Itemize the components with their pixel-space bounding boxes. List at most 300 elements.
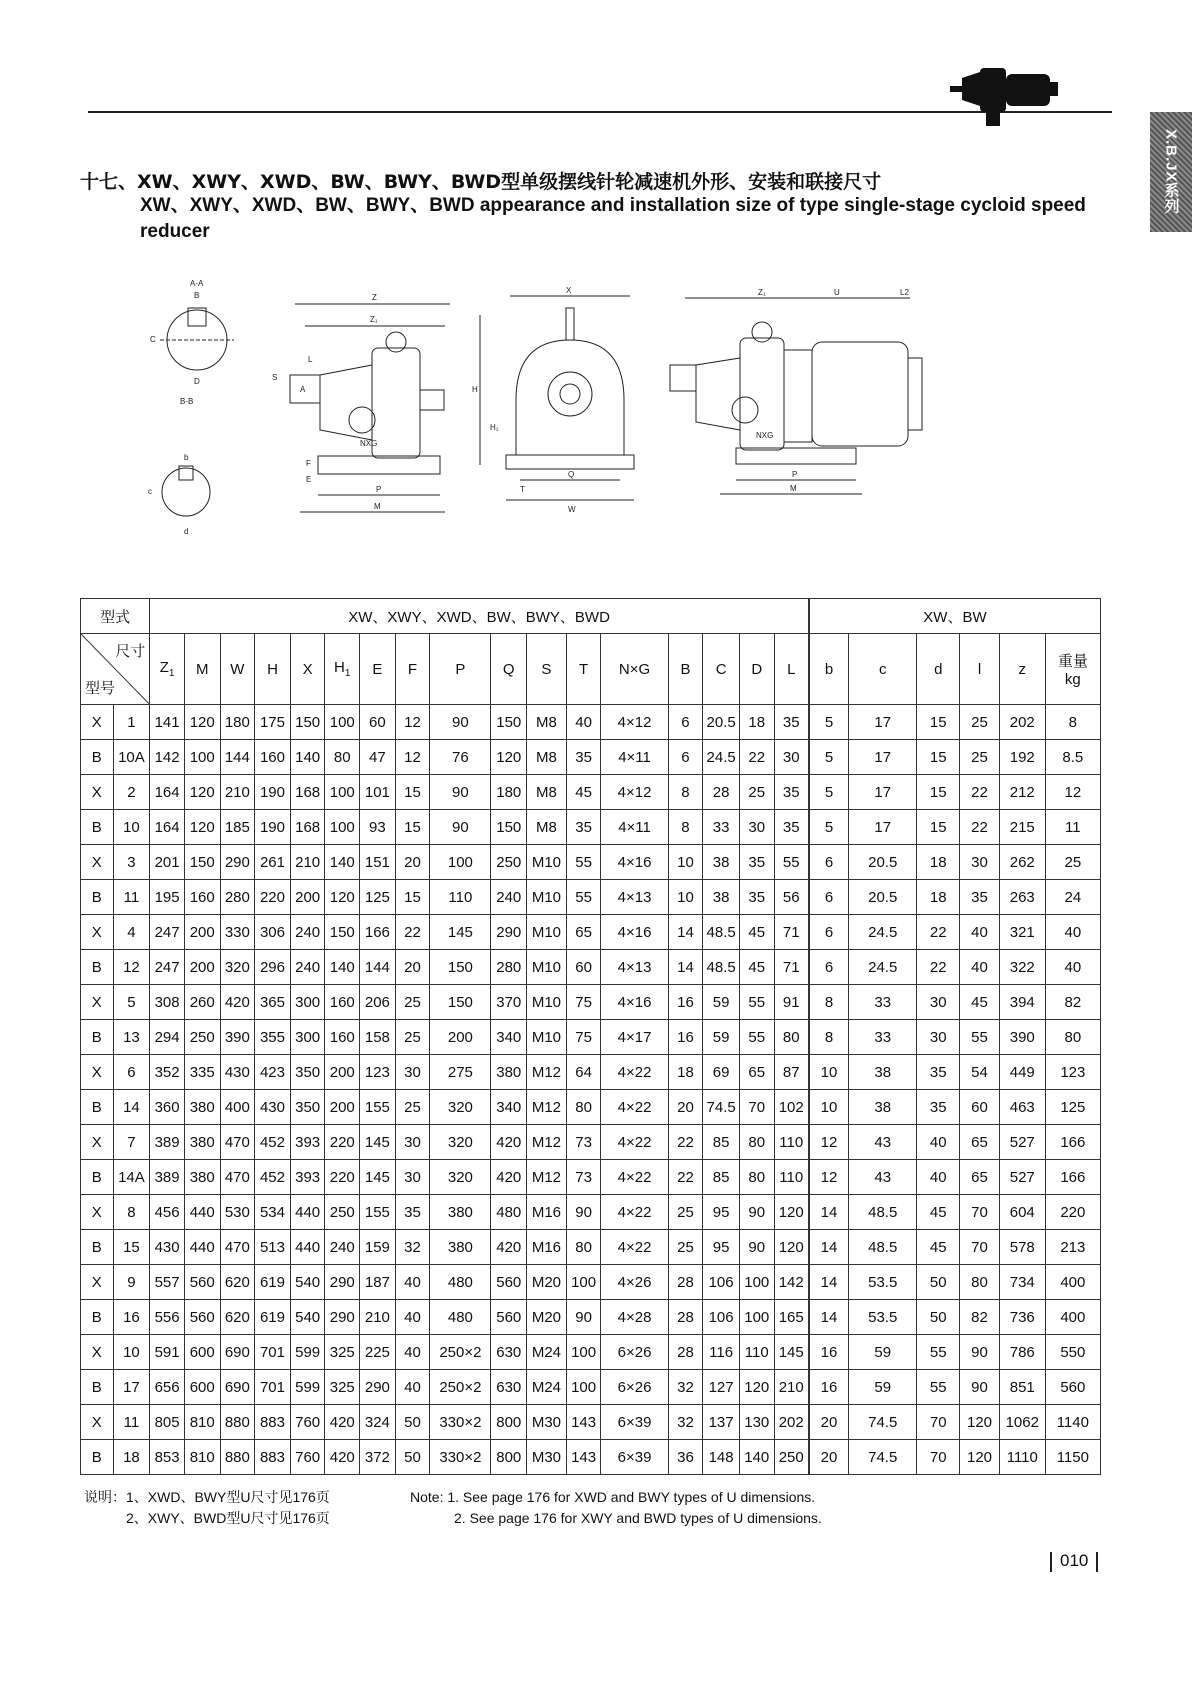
table-row <box>81 1160 1101 1195</box>
table-row <box>81 810 1101 845</box>
table-cell: 55 <box>917 1335 960 1370</box>
table-cell: 100 <box>184 740 220 775</box>
table-cell: 220 <box>325 1160 360 1195</box>
table-cell: 28 <box>668 1265 703 1300</box>
cell-type: X <box>81 1125 114 1160</box>
table-cell: 6×39 <box>601 1440 668 1475</box>
cell-model: 17 <box>113 1370 150 1405</box>
table-cell: 8 <box>668 775 703 810</box>
table-cell: 35 <box>774 775 809 810</box>
cell-model: 1 <box>113 705 150 740</box>
table-cell: 400 <box>1045 1265 1100 1300</box>
table-cell: 11 <box>1045 810 1100 845</box>
table-cell: 325 <box>325 1335 360 1370</box>
table-cell: 202 <box>999 705 1045 740</box>
table-row <box>81 1195 1101 1230</box>
table-cell: 380 <box>184 1160 220 1195</box>
table-cell: 40 <box>395 1265 430 1300</box>
cell-model: 11 <box>113 1405 150 1440</box>
table-cell: 18 <box>917 880 960 915</box>
table-cell: 95 <box>703 1195 740 1230</box>
table-cell: 90 <box>739 1195 774 1230</box>
table-cell: 45 <box>917 1230 960 1265</box>
table-cell: 120 <box>960 1405 1000 1440</box>
table-cell: 100 <box>430 845 491 880</box>
table-cell: 93 <box>360 810 396 845</box>
table-cell: 17 <box>849 810 917 845</box>
table-row <box>81 1265 1101 1300</box>
col-header-x: X <box>290 634 325 705</box>
table-cell: 48.5 <box>849 1195 917 1230</box>
table-cell: M12 <box>527 1090 567 1125</box>
table-cell: 4×17 <box>601 1020 668 1055</box>
table-cell: 578 <box>999 1230 1045 1265</box>
table-cell: 8 <box>809 985 849 1020</box>
table-cell: 151 <box>360 845 396 880</box>
table-cell: 604 <box>999 1195 1045 1230</box>
table-cell: 296 <box>255 950 291 985</box>
cell-model: 10 <box>113 1335 150 1370</box>
table-cell: 15 <box>917 810 960 845</box>
table-cell: 390 <box>220 1020 255 1055</box>
table-cell: 423 <box>255 1055 291 1090</box>
col-header-m: M <box>184 634 220 705</box>
table-cell: 16 <box>668 1020 703 1055</box>
table-cell: 6×39 <box>601 1405 668 1440</box>
cell-type: B <box>81 1230 114 1265</box>
table-cell: 65 <box>960 1160 1000 1195</box>
label-NxG-motor: NXG <box>756 431 774 440</box>
table-cell: M8 <box>527 810 567 845</box>
table-cell: 290 <box>325 1300 360 1335</box>
table-cell: 280 <box>220 880 255 915</box>
label-B: B <box>194 291 200 300</box>
table-cell: 200 <box>184 915 220 950</box>
cell-model: 8 <box>113 1195 150 1230</box>
table-cell: 14 <box>668 950 703 985</box>
table-cell: 25 <box>960 740 1000 775</box>
table-cell: 290 <box>360 1370 396 1405</box>
table-cell: 880 <box>220 1405 255 1440</box>
table-cell: 25 <box>395 1090 430 1125</box>
table-cell: 212 <box>999 775 1045 810</box>
note-en-2: 2. See page 176 for XWY and BWD types of U dimensions. <box>454 1510 822 1526</box>
table-row <box>81 740 1101 775</box>
table-cell: 300 <box>290 985 325 1020</box>
table-cell: 43 <box>849 1125 917 1160</box>
table-cell: 5 <box>809 740 849 775</box>
table-cell: 45 <box>960 985 1000 1020</box>
table-cell: 8 <box>668 810 703 845</box>
table-cell: 143 <box>566 1405 601 1440</box>
table-row <box>81 775 1101 810</box>
table-cell: 560 <box>491 1300 527 1335</box>
reducer-logo-icon <box>950 64 1060 130</box>
table-cell: 355 <box>255 1020 291 1055</box>
table-cell: 166 <box>1045 1125 1100 1160</box>
notes-zh-label: 说明： <box>84 1489 126 1505</box>
table-cell: 380 <box>491 1055 527 1090</box>
table-cell: 440 <box>290 1195 325 1230</box>
table-cell: 320 <box>430 1090 491 1125</box>
table-cell: 164 <box>150 810 185 845</box>
table-cell: 206 <box>360 985 396 1020</box>
table-cell: 35 <box>566 740 601 775</box>
cell-model: 2 <box>113 775 150 810</box>
label-D: D <box>194 377 200 386</box>
table-cell: 35 <box>917 1055 960 1090</box>
cell-model: 5 <box>113 985 150 1020</box>
table-cell: 14 <box>809 1265 849 1300</box>
table-cell: 144 <box>360 950 396 985</box>
table-cell: 701 <box>255 1335 291 1370</box>
table-cell: 48.5 <box>703 915 740 950</box>
table-cell: 120 <box>960 1440 1000 1475</box>
cell-type: X <box>81 1195 114 1230</box>
label-F: F <box>306 459 311 468</box>
table-cell: 35 <box>739 880 774 915</box>
table-cell: 33 <box>849 985 917 1020</box>
table-cell: 350 <box>290 1055 325 1090</box>
table-cell: 48.5 <box>849 1230 917 1265</box>
table-cell: 85 <box>703 1125 740 1160</box>
table-cell: 1110 <box>999 1440 1045 1475</box>
table-cell: 75 <box>566 985 601 1020</box>
table-cell: 527 <box>999 1125 1045 1160</box>
label-T: T <box>520 485 525 494</box>
cell-model: 10 <box>113 810 150 845</box>
note-zh-2: 2、XWY、BWD型U尺寸见176页 <box>126 1510 330 1526</box>
table-cell: 35 <box>774 810 809 845</box>
table-cell: 100 <box>325 775 360 810</box>
label-Z1: Z₁ <box>370 315 378 324</box>
table-cell: M12 <box>527 1160 567 1195</box>
table-cell: 85 <box>703 1160 740 1195</box>
table-cell: 123 <box>1045 1055 1100 1090</box>
table-cell: 240 <box>290 915 325 950</box>
table-cell: 805 <box>150 1405 185 1440</box>
label-P: P <box>376 485 382 494</box>
table-cell: 22 <box>668 1125 703 1160</box>
table-cell: 883 <box>255 1405 291 1440</box>
table-cell: 30 <box>774 740 809 775</box>
table-cell: 430 <box>255 1090 291 1125</box>
table-cell: 59 <box>703 1020 740 1055</box>
table-cell: 308 <box>150 985 185 1020</box>
table-cell: 10 <box>668 880 703 915</box>
table-cell: 12 <box>395 705 430 740</box>
cell-model: 18 <box>113 1440 150 1475</box>
table-row <box>81 845 1101 880</box>
table-cell: 456 <box>150 1195 185 1230</box>
table-cell: 40 <box>1045 950 1100 985</box>
table-cell: 148 <box>703 1440 740 1475</box>
col-header-d-lower: d <box>917 634 960 705</box>
table-cell: 25 <box>1045 845 1100 880</box>
label-U: U <box>834 288 840 297</box>
table-cell: 810 <box>184 1405 220 1440</box>
table-cell: 82 <box>960 1300 1000 1335</box>
cell-type: X <box>81 985 114 1020</box>
table-cell: 4×28 <box>601 1300 668 1335</box>
table-cell: 24.5 <box>849 915 917 950</box>
table-cell: 90 <box>430 705 491 740</box>
table-cell: 20 <box>395 950 430 985</box>
table-cell: 400 <box>220 1090 255 1125</box>
table-cell: 420 <box>491 1125 527 1160</box>
table-cell: 45 <box>566 775 601 810</box>
table-cell: 168 <box>290 810 325 845</box>
table-cell: 389 <box>150 1160 185 1195</box>
table-cell: 420 <box>491 1160 527 1195</box>
table-cell: 69 <box>703 1055 740 1090</box>
table-cell: 25 <box>668 1195 703 1230</box>
table-cell: 250 <box>325 1195 360 1230</box>
col-header-t: T <box>566 634 601 705</box>
table-cell: 480 <box>491 1195 527 1230</box>
table-cell: 70 <box>960 1195 1000 1230</box>
table-cell: 36 <box>668 1440 703 1475</box>
table-cell: M16 <box>527 1230 567 1265</box>
table-cell: 55 <box>917 1370 960 1405</box>
col-header-f: F <box>395 634 430 705</box>
cell-type: B <box>81 950 114 985</box>
table-cell: 220 <box>1045 1195 1100 1230</box>
table-cell: 47 <box>360 740 396 775</box>
cell-type: X <box>81 1265 114 1300</box>
table-cell: 880 <box>220 1440 255 1475</box>
section-side-tab <box>1150 112 1192 232</box>
table-cell: 40 <box>566 705 601 740</box>
label-H1: H₁ <box>490 423 499 432</box>
group-right-header: XW、BW <box>809 599 1101 634</box>
label-Q: Q <box>568 470 575 479</box>
table-cell: 786 <box>999 1335 1045 1370</box>
table-cell: 8 <box>809 1020 849 1055</box>
table-cell: 4×12 <box>601 775 668 810</box>
table-cell: 320 <box>430 1125 491 1160</box>
table-cell: 250×2 <box>430 1370 491 1405</box>
table-cell: 32 <box>668 1405 703 1440</box>
table-cell: 335 <box>184 1055 220 1090</box>
table-cell: 40 <box>960 915 1000 950</box>
table-cell: 30 <box>395 1055 430 1090</box>
table-cell: 120 <box>184 705 220 740</box>
table-cell: 210 <box>774 1370 809 1405</box>
table-cell: 142 <box>150 740 185 775</box>
table-cell: 45 <box>739 950 774 985</box>
table-cell: 853 <box>150 1440 185 1475</box>
table-cell: 557 <box>150 1265 185 1300</box>
table-cell: 6 <box>809 845 849 880</box>
table-cell: 12 <box>395 740 430 775</box>
table-cell: 630 <box>491 1370 527 1405</box>
table-cell: 210 <box>360 1300 396 1335</box>
table-cell: 137 <box>703 1405 740 1440</box>
table-cell: 10 <box>668 845 703 880</box>
table-cell: 560 <box>184 1300 220 1335</box>
table-cell: M12 <box>527 1125 567 1160</box>
col-header-c-upper: C <box>703 634 740 705</box>
table-cell: 60 <box>360 705 396 740</box>
table-cell: 6×26 <box>601 1335 668 1370</box>
table-cell: 6 <box>809 950 849 985</box>
cell-model: 10A <box>113 740 150 775</box>
table-row <box>81 1405 1101 1440</box>
table-cell: 380 <box>184 1125 220 1160</box>
table-cell: 4×13 <box>601 880 668 915</box>
note-zh-1: 1、XWD、BWY型U尺寸见176页 <box>126 1489 330 1505</box>
table-cell: 195 <box>150 880 185 915</box>
table-cell: 80 <box>739 1160 774 1195</box>
table-cell: 200 <box>325 1055 360 1090</box>
label-L2: L2 <box>900 288 909 297</box>
table-cell: 38 <box>849 1090 917 1125</box>
table-cell: 440 <box>184 1230 220 1265</box>
table-cell: 90 <box>430 810 491 845</box>
col-header-e: E <box>360 634 396 705</box>
table-cell: 320 <box>220 950 255 985</box>
table-cell: 120 <box>491 740 527 775</box>
table-cell: 263 <box>999 880 1045 915</box>
table-cell: 28 <box>668 1300 703 1335</box>
table-cell: 210 <box>290 845 325 880</box>
page-number-text: 010 <box>1060 1551 1089 1570</box>
table-cell: 40 <box>395 1300 430 1335</box>
table-cell: 82 <box>1045 985 1100 1020</box>
table-cell: 202 <box>774 1405 809 1440</box>
label-W: W <box>568 505 576 514</box>
table-cell: 22 <box>395 915 430 950</box>
table-cell: 4×11 <box>601 740 668 775</box>
table-cell: 35 <box>566 810 601 845</box>
cell-type: X <box>81 775 114 810</box>
table-cell: 14 <box>809 1300 849 1335</box>
corner-header <box>81 634 150 705</box>
table-cell: 40 <box>1045 915 1100 950</box>
table-cell: 534 <box>255 1195 291 1230</box>
table-cell: 50 <box>917 1265 960 1300</box>
table-cell: M10 <box>527 950 567 985</box>
table-cell: 110 <box>774 1125 809 1160</box>
cell-model: 12 <box>113 950 150 985</box>
col-header-b-upper: B <box>668 634 703 705</box>
table-cell: 144 <box>220 740 255 775</box>
table-cell: 17 <box>849 775 917 810</box>
table-cell: 220 <box>255 880 291 915</box>
cell-type: X <box>81 1335 114 1370</box>
cell-type: B <box>81 1160 114 1195</box>
table-cell: 24 <box>1045 880 1100 915</box>
table-cell: 185 <box>220 810 255 845</box>
table-cell: 247 <box>150 950 185 985</box>
table-cell: 470 <box>220 1125 255 1160</box>
table-cell: 70 <box>960 1230 1000 1265</box>
label-Z: Z <box>372 293 377 302</box>
table-cell: 800 <box>491 1440 527 1475</box>
table-cell: 120 <box>774 1230 809 1265</box>
table-cell: 120 <box>184 810 220 845</box>
cell-type: X <box>81 1055 114 1090</box>
table-cell: 73 <box>566 1125 601 1160</box>
table-cell: 50 <box>395 1440 430 1475</box>
table-cell: 90 <box>566 1195 601 1230</box>
table-cell: 4×13 <box>601 950 668 985</box>
table-cell: 30 <box>960 845 1000 880</box>
table-cell: 619 <box>255 1265 291 1300</box>
note-en-1: Note: 1. See page 176 for XWD and BWY types of U dimensions. <box>410 1489 816 1505</box>
table-cell: 90 <box>960 1335 1000 1370</box>
table-cell: 290 <box>325 1265 360 1300</box>
table-cell: M24 <box>527 1370 567 1405</box>
table-cell: M8 <box>527 705 567 740</box>
table-cell: 220 <box>325 1125 360 1160</box>
table-cell: 22 <box>960 775 1000 810</box>
cell-model: 4 <box>113 915 150 950</box>
table-row <box>81 1090 1101 1125</box>
table-cell: 599 <box>290 1370 325 1405</box>
table-cell: 656 <box>150 1370 185 1405</box>
table-cell: 30 <box>395 1125 430 1160</box>
col-header-nxg: N×G <box>601 634 668 705</box>
table-cell: 320 <box>430 1160 491 1195</box>
table-cell: 100 <box>739 1300 774 1335</box>
col-header-l-upper: L <box>774 634 809 705</box>
table-cell: 290 <box>220 845 255 880</box>
table-cell: 550 <box>1045 1335 1100 1370</box>
table-cell: 168 <box>290 775 325 810</box>
table-cell: 280 <box>491 950 527 985</box>
col-header-z-lower: z <box>999 634 1045 705</box>
table-cell: 140 <box>739 1440 774 1475</box>
table-cell: 760 <box>290 1405 325 1440</box>
table-cell: 20 <box>809 1440 849 1475</box>
table-cell: 110 <box>430 880 491 915</box>
page-number <box>1042 1551 1106 1572</box>
table-cell: 55 <box>566 845 601 880</box>
table-cell: 164 <box>150 775 185 810</box>
cell-type: X <box>81 845 114 880</box>
table-cell: 430 <box>220 1055 255 1090</box>
table-cell: 56 <box>774 880 809 915</box>
table-cell: 14 <box>809 1195 849 1230</box>
table-cell: 4×16 <box>601 915 668 950</box>
table-cell: 530 <box>220 1195 255 1230</box>
table-cell: M30 <box>527 1440 567 1475</box>
table-row <box>81 985 1101 1020</box>
table-cell: 25 <box>395 985 430 1020</box>
col-header-w: W <box>220 634 255 705</box>
cell-type: B <box>81 880 114 915</box>
cell-type: B <box>81 1090 114 1125</box>
table-cell: 452 <box>255 1125 291 1160</box>
table-cell: 25 <box>395 1020 430 1055</box>
table-cell: 4×22 <box>601 1160 668 1195</box>
table-cell: 71 <box>774 950 809 985</box>
label-S: S <box>272 373 278 382</box>
table-cell: 10 <box>809 1090 849 1125</box>
col-header-b-lower: b <box>809 634 849 705</box>
table-cell: 35 <box>774 705 809 740</box>
table-body <box>81 705 1101 1475</box>
table-cell: 150 <box>184 845 220 880</box>
table-cell: 380 <box>430 1230 491 1265</box>
table-cell: 250×2 <box>430 1335 491 1370</box>
cell-model: 3 <box>113 845 150 880</box>
table-cell: 690 <box>220 1335 255 1370</box>
table-cell: 73 <box>566 1160 601 1195</box>
table-cell: 463 <box>999 1090 1045 1125</box>
